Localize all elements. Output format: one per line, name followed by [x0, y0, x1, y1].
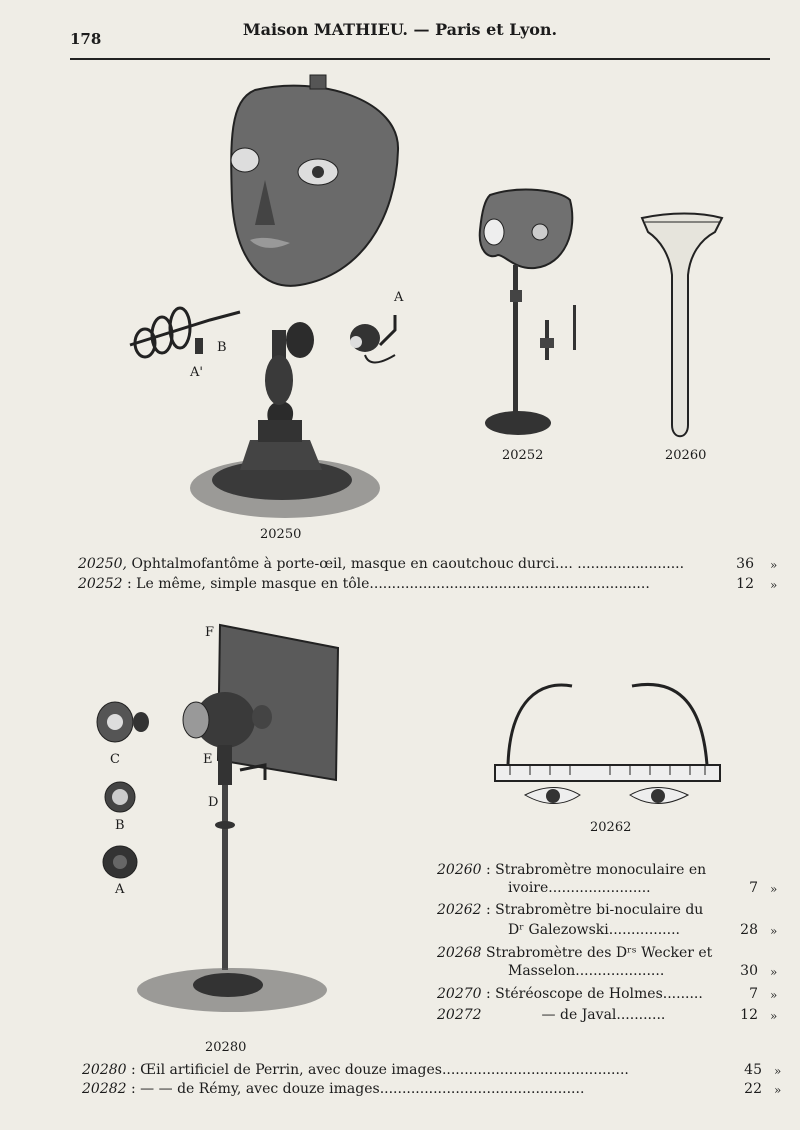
fig4-label-e: E [203, 752, 213, 767]
fig4-label-f: F [205, 625, 215, 640]
fig4-label-c: C [110, 752, 120, 767]
raquo: » [770, 578, 778, 592]
price-20260: 7 [749, 880, 758, 896]
entry-text: — de Javal [541, 1007, 617, 1023]
entry-text: Ophtalmofantôme à porte-œil, masque en caoutchouc durci [127, 556, 556, 572]
entry-number: 20270 [437, 986, 482, 1002]
entry-20262-line1 [437, 902, 703, 918]
page-header-title: Maison MATHIEU. — Paris et Lyon. [242, 20, 558, 39]
price-20280: 45 [744, 1062, 762, 1078]
entry-text: : — — de Rémy, avec douze images [126, 1081, 380, 1097]
price-20270: 7 [749, 986, 758, 1002]
entry-number: 20282 [82, 1081, 127, 1097]
entry-number: 20268 [437, 945, 482, 961]
raquo: » [774, 1064, 782, 1078]
raquo: » [770, 924, 778, 938]
fig1-label-a-prime: A' [190, 365, 203, 380]
entry-text: ivoire [508, 880, 549, 896]
entry-20260-line1 [437, 862, 706, 878]
entry-number: 20280 [82, 1062, 127, 1078]
entry-20272: 20272 — de Javal........... [437, 1007, 666, 1023]
fig1-label-a: A [394, 290, 404, 305]
fig5-caption: 20262 [590, 820, 632, 835]
raquo: » [774, 1083, 782, 1097]
entry-20280: 20280 : Œil artificiel de Perrin, avec douze images.......................................... [82, 1062, 629, 1078]
fig1-caption: 20250 [260, 527, 302, 542]
fig4-label-b: B [115, 818, 125, 833]
raquo: » [770, 965, 778, 979]
fig1-label-b: B [217, 340, 227, 355]
entry-20260-line2: ivoire....................... [508, 880, 651, 896]
entry-number: 20262 [437, 902, 482, 918]
price-20282: 22 [744, 1081, 762, 1097]
entry-20268-line1 [437, 945, 712, 961]
entry-text: : Œil artificiel de Perrin, avec douze images [126, 1062, 442, 1078]
entry-20250: 20250, Ophtalmofantôme à porte-œil, masque en caoutchouc durci.... ........................ [78, 556, 685, 572]
fig4-label-a: A [115, 882, 125, 897]
entry-text: Masselon [508, 963, 576, 979]
entry-number: 20250, [78, 556, 127, 572]
entry-number: 20252 [78, 576, 123, 592]
price-20268: 30 [740, 963, 758, 979]
entry-text: : Strabromètre bi-noculaire du [481, 902, 704, 918]
entry-text: : Strabromètre monoculaire en [481, 862, 707, 878]
entry-text: : Stéréoscope de Holmes [481, 986, 663, 1002]
fig4-caption: 20280 [205, 1040, 247, 1055]
price-20250: 36 [736, 556, 754, 572]
entry-number: 20272 [437, 1007, 482, 1023]
page-number: 178 [70, 30, 102, 48]
raquo: » [770, 1009, 778, 1023]
entry-20268-line2: Masselon.................... [508, 963, 665, 979]
entry-number: 20260 [437, 862, 482, 878]
entry-20262-line2: Dʳ Galezowski................ [508, 922, 680, 938]
fig2-caption: 20252 [502, 448, 544, 463]
price-20252: 12 [736, 576, 754, 592]
entry-20270: 20270 : Stéréoscope de Holmes......... [437, 986, 703, 1002]
entry-text: : Le même, simple masque en tôle [122, 576, 370, 592]
entry-text: Dʳ Galezowski [508, 922, 609, 938]
fig3-caption: 20260 [665, 448, 707, 463]
price-20272: 12 [740, 1007, 758, 1023]
raquo: » [770, 558, 778, 572]
fig4-label-d: D [208, 795, 219, 810]
entry-20282: 20282 : — — de Rémy, avec douze images.............................................. [82, 1081, 585, 1097]
entry-text: Strabromètre des Dʳˢ Wecker et [481, 945, 713, 961]
entry-20252: 20252 : Le même, simple masque en tôle............................................................... [78, 576, 650, 592]
price-20262: 28 [740, 922, 758, 938]
raquo: » [770, 988, 778, 1002]
raquo: » [770, 882, 778, 896]
